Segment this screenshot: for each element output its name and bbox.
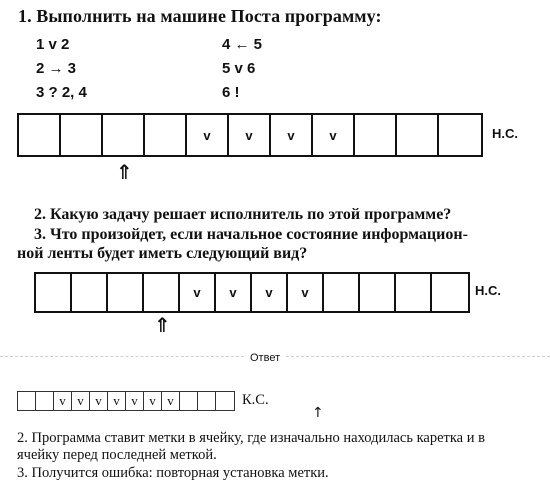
tape-initial-state-1 [17,113,483,157]
answer-line-2a: 2. Программа ставит метки в ячейку, где изначально находилась каретка и в [17,430,485,446]
tape-cell: v [313,115,355,155]
tape-cell [355,115,397,155]
tape-cell [198,392,216,410]
program-line-4: 4 ← 5 [222,36,263,53]
answer-line-3: 3. Получится ошибка: повторная установка метки. [17,465,329,481]
tape-cell: v [162,392,180,410]
tape-cell [360,274,396,311]
tape-cell [397,115,439,155]
program-line-5: 5 v 6 [222,60,256,77]
tape-cell [144,274,180,311]
tape-cell: v [180,274,216,311]
tape-cell [180,392,198,410]
tape-cell [18,392,36,410]
answer-line-2b: ячейку перед последней меткой. [17,447,217,463]
initial-state-label-1: Н.С. [492,126,518,141]
tape-cell: v [90,392,108,410]
tape-cell [61,115,103,155]
tape-cell [36,392,54,410]
tape-cell [324,274,360,311]
tape-cell: v [54,392,72,410]
initial-state-label-2: Н.С. [475,283,501,298]
tape-cell: v [229,115,271,155]
program-line-3: 3 ? 2, 4 [36,84,87,101]
tape-cell [145,115,187,155]
answer-title: Ответ [246,352,284,364]
question-3-line-2: ной ленты будет иметь следующий вид? [17,245,308,262]
program-line-6: 6 ! [222,84,240,101]
tape-cell [439,115,481,155]
tape-cell [216,392,234,410]
program-line-1: 1 v 2 [36,36,70,53]
tape-cell: v [72,392,90,410]
program-right-column [222,33,262,105]
tape-cell [432,274,468,311]
final-carriage-arrow: ↑ [312,405,324,421]
task-1-title: 1. Выполнить на машине Поста программу: [18,6,382,26]
program-line-2: 2 → 3 [36,60,77,77]
tape-cell: v [271,115,313,155]
question-2: 2. Какую задачу решает исполнитель по этой программе? [34,206,452,223]
tape-cell: v [108,392,126,410]
tape-cell: v [288,274,324,311]
tape-cell: v [252,274,288,311]
tape-cell: v [187,115,229,155]
tape-initial-state-2 [34,272,470,313]
question-3-line-1: 3. Что произойдет, если начальное состояние информацион- [34,226,468,243]
final-state-label: К.С. [242,392,269,408]
tape-cell: v [216,274,252,311]
tape-cell [108,274,144,311]
tape-cell: v [144,392,162,410]
tape-cell [19,115,61,155]
tape-cell: v [126,392,144,410]
tape-cell [396,274,432,311]
program-left-column [36,33,87,105]
tape-final-state [17,391,235,411]
tape-cell [72,274,108,311]
tape-cell [36,274,72,311]
carriage-arrow-2: ⇑ [154,313,171,337]
carriage-arrow-1: ⇑ [116,160,133,184]
tape-cell [103,115,145,155]
